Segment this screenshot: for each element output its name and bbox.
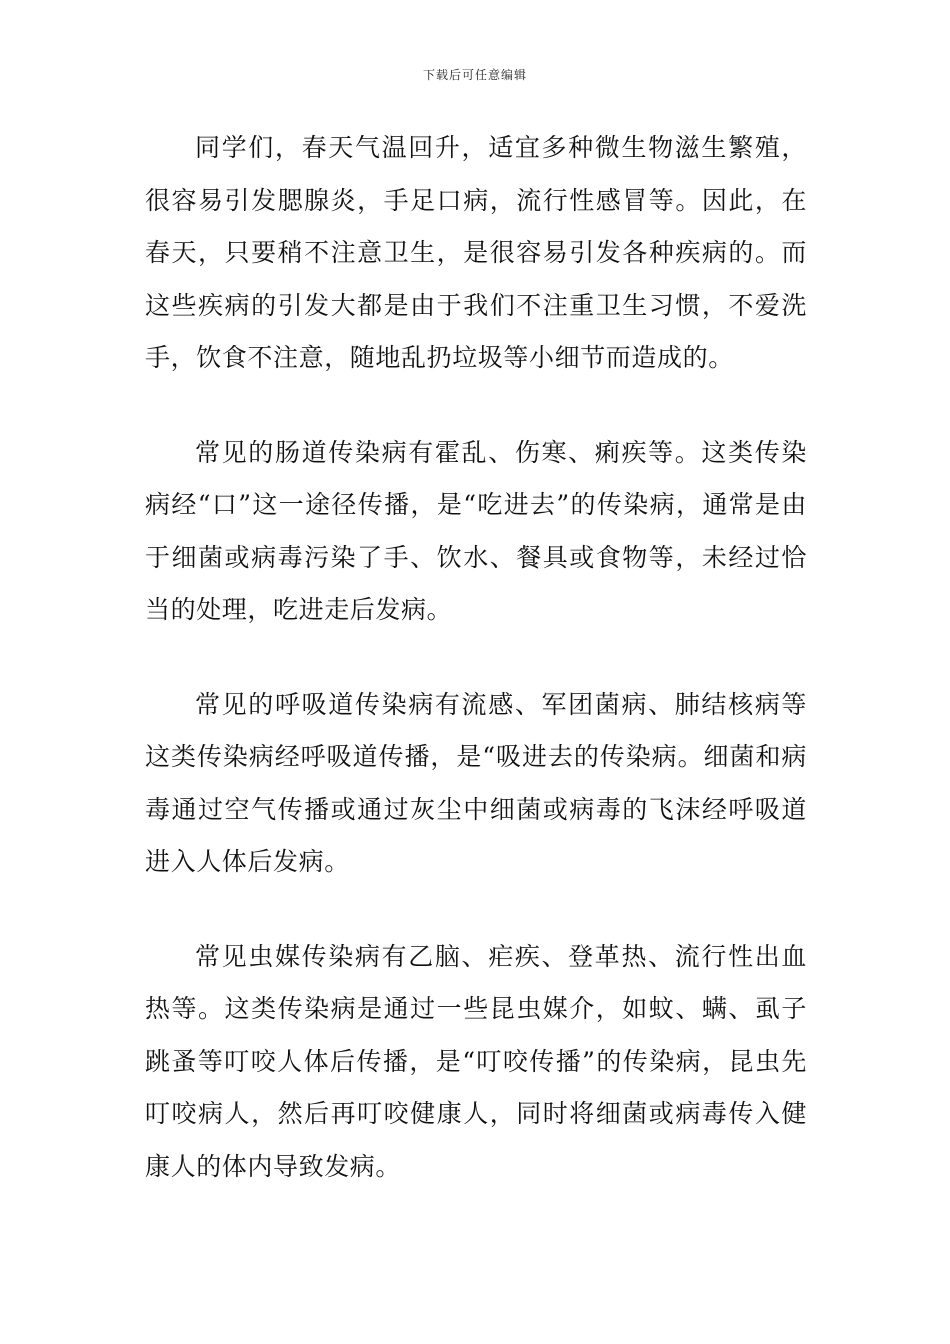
page-header: 下载后可任意编辑 xyxy=(422,68,527,82)
paragraph-intestinal-diseases: 常见的肠道传染病有霍乱、伤寒、痢疾等。这类传染病经“口”这一途径传播，是“吃进去”的传染病，通常是由于细菌或病毒污染了手、饮水、餐具或食物等，未经过恰当的处理，吃进走后发病。 xyxy=(145,437,807,624)
paragraph-spring-hygiene: 同学们，春天气温回升，适宜多种微生物滋生繁殖，很容易引发腮腺炎，手足口病，流行性感冒等。因此，在春天，只要稍不注意卫生，是很容易引发各种疾病的。而这些疾病的引发大都是由于我们不注重卫生习惯，不爱洗手，饮食不注意，随地乱扔垃圾等小细节而造成的。 xyxy=(145,133,807,372)
paragraph-respiratory-diseases: 常见的呼吸道传染病有流感、军团菌病、肺结核病等这类传染病经呼吸道传播，是“吸进去的传染病。细菌和病毒通过空气传播或通过灰尘中细菌或病毒的飞沫经呼吸道进入人体后发病。 xyxy=(145,689,807,876)
document-body xyxy=(145,122,807,1193)
paragraph-insect-borne-diseases: 常见虫媒传染病有乙脑、疟疾、登革热、流行性出血热等。这类传染病是通过一些昆虫媒介，如蚊、螨、虱子跳蚤等叮咬人体后传播，是“叮咬传播”的传染病，昆虫先叮咬病人，然后再叮咬健康人，同时将细菌或病毒传入健康人的体内导致发病。 xyxy=(145,941,807,1181)
